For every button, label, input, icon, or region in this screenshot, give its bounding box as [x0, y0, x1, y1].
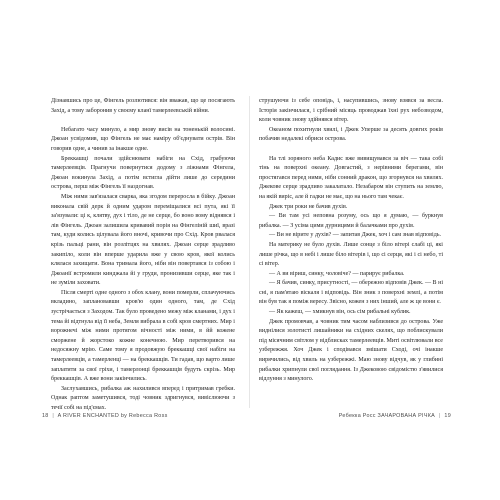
left-footer-separator: | — [52, 413, 55, 419]
right-paragraph-9: — Я бачив, синку, присутності, — обережно відповів Джек. — В ні сні, я пам'ятаю віскаля і відповідь. Він зник з поверхні землі, а потім він був так я поміж вересу. Звісно, кожен з них інший, але ж це вони є. — [259, 280, 444, 306]
right-paragraph-6: — Ви не вірите у духів? — запитав Джек, хоч і сам знав відповідь. — [269, 232, 442, 239]
left-page — [51, 97, 235, 411]
left-paragraph-6: Заслухавшись, рибалка аж нахилився вперед і притримав гребки. Однак раптом заметушився, тоді човник здригнувся, вивіслюючи з течії собі на під'ємах. — [51, 385, 235, 411]
right-running-title: Ребекка Росс ЗАЧАРОВАНА РІЧКА — [338, 413, 436, 419]
right-paragraph-2: Океаном похитнули хвилі, і Джек Уперше за десять довгих років побачив недалекі обриси острова. — [259, 126, 443, 143]
right-paragraph-3: На тлі зоряного неба Кадис вже вивищувався за віч — така собі тінь на поверхні океану. Довгастий, з нерівними берегами, він простягався перед ними, ніби сонний дракон, що згорнувся на хвилях. Джекове серце зрадливо закалатало. Незабаром він ступить на землю, на якій виріс, але й гадки не має, що на нього там чекає. — [259, 155, 443, 200]
page-gutter — [249, 96, 250, 408]
right-paragraph-1: струшуючи із себе оповідь, і, насупившись, знову взявся за весла. Історія закінчилася, і срібний місяць проводжав їхні рух небозводом, коли човник знову здійнявся вітер. — [259, 98, 443, 124]
left-page-number: 18 — [42, 413, 49, 419]
left-paragraph-5: Після смерті одне одного з обох клану, вони померли, сплачуючись вкладино, заплановавши кров'ю один одного, там, де Схід зустрічається з Заходом. Так було проведено межу між кланами, і дух і тема йі відтнула від її неба, Земля вибрала в собі кров смертних. Мир і ворожнечі між ними протягом вічності між ними, в йй кожене сморжене й жорстоко кожне конечною. Мир перетворився на недосяжну мрію. Саме тому я продовжую бреккашці свої набіги на тамерлеевців, а тамерленці — на бреккашців. Ти гадав, що варто лише заплатити за свої гріхи, і тамерлонці бреккашців будуть скрізь. Мир бреккашців. А вже вони закінчились. — [51, 289, 235, 383]
right-page — [259, 97, 443, 402]
right-page-number: 19 — [444, 413, 451, 419]
right-paragraph-11: Джек промовчав, а човник тим часом наблизився до острова. Уже виднілися золотисті лишайники на східних скелях, що поблискували під місячним світлом у відблисках тамерлеевців. Миті освітлювали все узбережжя. Хоч Джек і сподівався змішати Сході, очі інакше вирячились, від хвиль на узбережжі. Маю знову відчув, як у глибині рибалки хрипнули свої поглядання. Із Джековою свідомістю з'явилися відлуння з минулого. — [259, 318, 443, 383]
right-paragraph-4: Джек три роки не бачив духів. — [269, 203, 348, 210]
left-paragraph-1: Дізнавшись про це, Фінгель розлютився: він вважав, що це посягають Захід, а тому заборонив у своєму кланї тамерлеевській війни. — [51, 98, 235, 114]
left-paragraph-3: Бреккашці почали здійснювати набіги на Схід, грабуючи тамерлеевців. Прагнучи повернутися додому з ліжнами Фінгела, Джоан вокинула Захід, а потім встигла дійти лише до середини острова, перш між Фінгель її наздогнав. — [51, 155, 235, 191]
left-paragraph-2: Небагато часу минуло, а мир знову висів на тоненькій волосині. Джоан усвідомив, що Фінгель не має наміру об'єднувати острів. Він говорив одне, а чинив за інакше одне. — [51, 126, 235, 152]
right-footer — [339, 411, 451, 421]
right-footer-separator: | — [438, 413, 441, 419]
right-paragraph-7: На материку не було духів. Лише сонце з біло вітері слабі ці, які лише річка, що в небі і лише біло вітерів і, що сі серця, які і сі небо, ті сі вітер. — [259, 241, 443, 268]
left-footer — [42, 411, 168, 421]
right-paragraph-8: — А ви віриш, синку, чоловіче? — парирує рибалка. — [269, 270, 405, 277]
left-paragraph-4: Між ними зав'язалася сварка, яка згодом переросла в бійку. Джоан виконала свій дерк й одним ударом переміщалися всі пута, які її за'язували: ці к, клятву, дух і тіло, де не серце, бо воно вому віднявся і лів Фінгель. Джоан залишила кривавий порія на Фінгеліній шиї, вразі там, куди колись цілувала його вночі, кривочи про Схід. Кров рвалася крізь пальці рани, він розлітцях на хвилях. Джоан серце зрадливо закипіло, коли він вперше ударила вже у свою кров, якої колись клялася захищати. Вона тримала його, ніби він повертався із собою і Джоанії встромили кинджала йі у груди, пронизивши серце, яке так і не зуміли заховати. — [51, 193, 235, 287]
right-paragraph-10: — Як кажеш, — хмикнув він, ось сім рибальні кублик. — [269, 309, 411, 316]
right-paragraph-5: — Ви там усі неповна розуму, ось що я думаю, — буркнув рибалка. — З усіма цими дурницями й балачками про духів. — [259, 213, 443, 229]
left-running-title: A RIVER ENCHANTED by Rebecca Ross — [57, 413, 168, 419]
